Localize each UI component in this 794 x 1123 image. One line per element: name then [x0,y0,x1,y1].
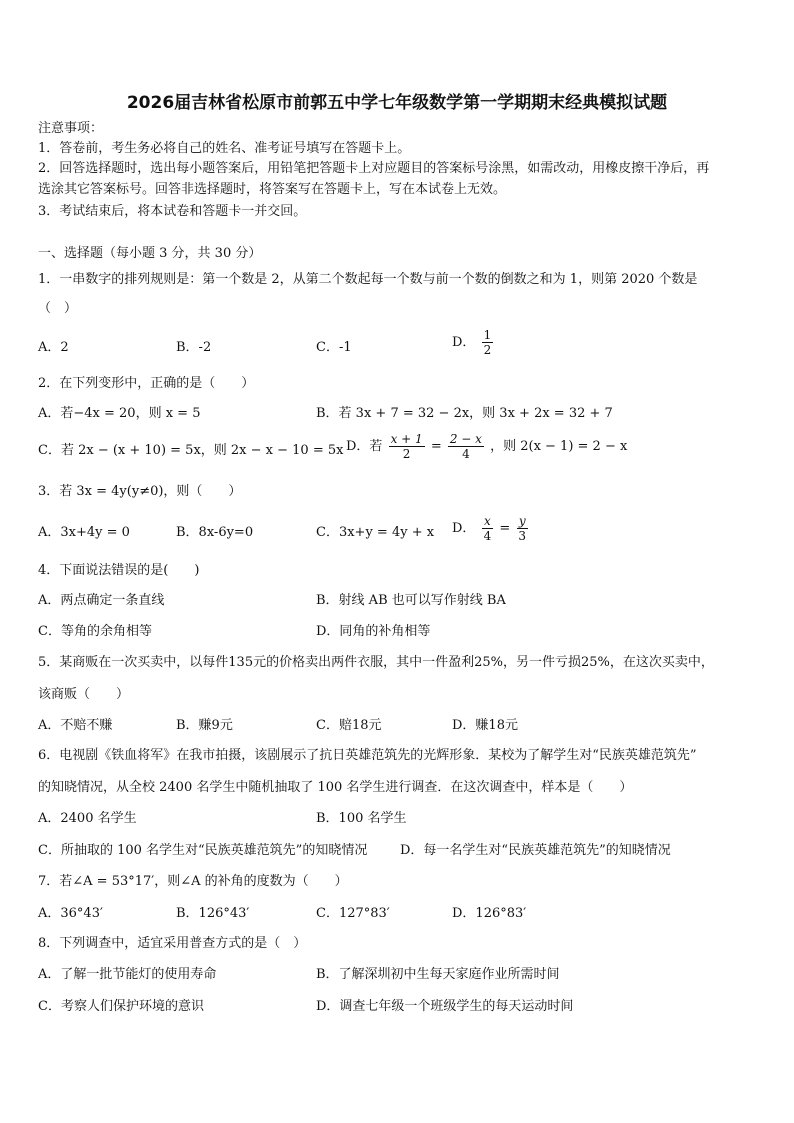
q4-option-d: D．同角的补角相等 [316,624,431,639]
q5-option-b: B．赚9元 [176,718,233,733]
notice-item-1: 1．答卷前，考生务必将自己的姓名、准考证号填写在答题卡上。 [38,141,411,156]
q2-option-b: B．若 3x + 7 = 32 − 2x，则 3x + 2x = 32 + 7 [316,406,613,421]
q1-option-d-label: D． [452,335,476,350]
q2-d-fraction-2 [448,432,484,461]
q6-stem: 6．电视剧《铁血将军》在我市拍摄，该剧展示了抗日英雄范筑先的光辉形象．某校为了解学生对“民族英雄范筑先” [38,748,697,763]
q3-option-d [452,514,530,543]
q2-option-c: C．若 2x − (x + 10) = 5x，则 2x − x − 10 = 5x [38,443,344,458]
q2-option-d-suffix: ，则 2(x − 1) = 2 − x [490,439,628,454]
q2-option-d-prefix: D．若 [346,439,383,454]
q3-option-d-label: D． [452,521,476,536]
q4-option-c: C．等角的余角相等 [38,624,152,639]
q2-d-denominator-2: 4 [462,447,470,461]
q2-option-a: A．若−4x = 20，则 x = 5 [38,406,201,421]
q5-stem-cont: 该商贩（ ） [38,687,130,702]
q1-d-numerator: 1 [483,328,492,342]
q8-option-b: B．了解深圳初中生每天家庭作业所需时间 [316,967,560,982]
q2-d-fraction-1 [389,432,425,461]
notice-item-3: 3．考试结束后，将本试卷和答题卡一并交回。 [38,204,307,219]
section-heading: 一、选择题（每小题 3 分，共 30 分） [38,246,262,261]
q8-option-a: A．了解一批节能灯的使用寿命 [38,967,217,982]
q2-d-equals: = [430,439,442,454]
q5-option-a: A．不赔不赚 [38,718,113,733]
q1-stem: 1．一串数字的排列规则是：第一个数是 2，从第二个数起每一个数与前一个数的倒数之和为 1，则第 2020 个数是 [38,272,698,287]
q3-d-denominator-2: 3 [518,529,527,543]
page-title: 2026届吉林省松原市前郭五中学七年级数学第一学期期末经典模拟试题 [126,93,668,113]
q1-option-b: B．-2 [176,340,212,355]
q6-option-d: D．每一名学生对“民族英雄范筑先”的知晓情况 [400,843,671,858]
q4-stem: 4．下面说法错误的是( ) [38,563,200,578]
q6-option-b: B．100 名学生 [316,811,407,826]
q3-d-fraction-1 [482,514,494,543]
q8-option-c: C．考察人们保护环境的意识 [38,999,204,1014]
q3-d-equals: = [499,521,511,536]
q7-option-c: C．127°83′ [316,906,390,921]
q3-option-c: C．3x+y = 4y + x [316,525,435,540]
notice-item-2: 2．回答选择题时，选出每小题答案后，用铅笔把答题卡上对应题目的答案标号涂黑，如需改动，用橡皮擦干净后，再 [38,161,710,176]
q1-option-a: A．2 [38,340,69,355]
q3-d-fraction-2 [516,514,528,543]
q5-stem: 5．某商贩在一次买卖中，以每件135元的价格卖出两件衣服，其中一件盈利25%，另一件亏损25%，在这次买卖中， [38,655,714,670]
notice-heading: 注意事项： [38,121,104,136]
q3-d-numerator-2: y [518,514,526,528]
q7-option-d: D．126°83′ [452,906,527,921]
q2-d-denominator-1: 2 [402,447,411,461]
q4-option-b: B．射线 AB 也可以写作射线 BA [316,593,506,608]
q3-stem: 3．若 3x = 4y(y≠0)，则（ ） [38,484,242,499]
q3-d-numerator-1: x [484,514,491,528]
q2-d-numerator-1: x + 1 [390,432,423,446]
q5-option-d: D．赚18元 [452,718,518,733]
q1-paren: （ ） [38,301,78,316]
q7-stem: 7．若∠A = 53°17′，则∠A 的补角的度数为（ ） [38,874,348,889]
q5-option-c: C．赔18元 [316,718,382,733]
q6-option-a: A．2400 名学生 [38,811,137,826]
notice-item-2-cont: 选涂其它答案标号。回答非选择题时，将答案写在答题卡上，写在本试卷上无效。 [38,182,507,197]
q6-option-c: C．所抽取的 100 名学生对“民族英雄范筑先”的知晓情况 [38,843,368,858]
q1-option-d [452,328,495,357]
q1-option-c: C．-1 [316,340,352,355]
q7-option-a: A．36°43′ [38,906,103,921]
q3-d-denominator-1: 4 [483,529,492,543]
q4-option-a: A．两点确定一条直线 [38,593,165,608]
q2-stem: 2．在下列变形中，正确的是（ ） [38,376,255,391]
q1-d-denominator: 2 [483,343,492,357]
q2-option-d [346,432,627,461]
q3-option-b: B．8x-6y=0 [176,525,254,540]
q6-stem-cont: 的知晓情况，从全校 2400 名学生中随机抽取了 100 名学生进行调查．在这次调查中，样本是（ ） [38,780,633,795]
q2-d-numerator-2: 2 − x [449,432,482,446]
q1-option-d-fraction [482,328,494,357]
q3-option-a: A．3x+4y = 0 [38,525,130,540]
q7-option-b: B．126°43′ [176,906,250,921]
q8-stem: 8．下列调查中，适宜采用普查方式的是（ ） [38,936,307,951]
q8-option-d: D．调查七年级一个班级学生的每天运动时间 [316,999,574,1014]
